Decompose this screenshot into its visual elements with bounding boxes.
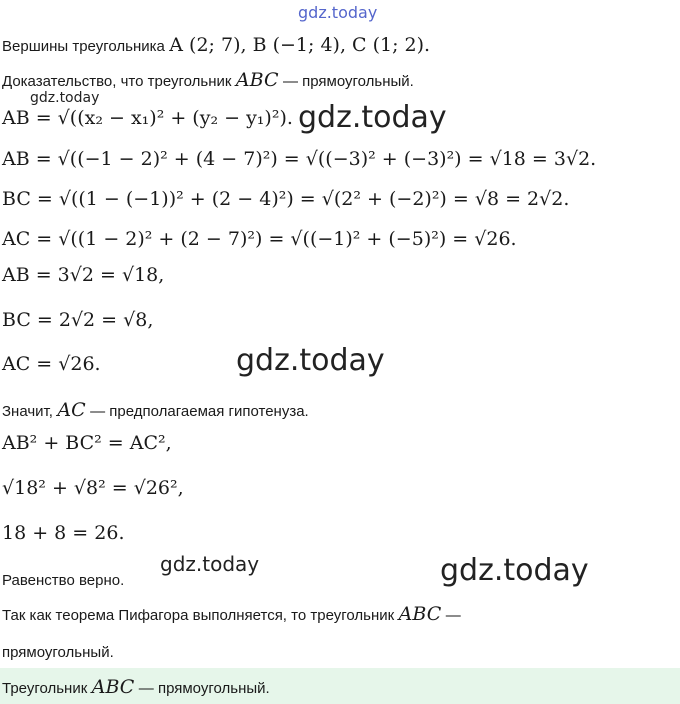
conclusion-line-2: прямоугольный. bbox=[2, 644, 114, 661]
watermark: gdz.today bbox=[160, 552, 260, 576]
pythagoras-squares: √18² + √8² = √26², bbox=[2, 477, 184, 499]
sum-line: 18 + 8 = 26. bbox=[2, 522, 125, 544]
hyp-math: AC bbox=[57, 399, 86, 421]
proof-text: Доказательство, что треугольник bbox=[2, 73, 232, 90]
watermark: gdz.today bbox=[298, 100, 447, 135]
distance-formula: AB = √((x₂ − x₁)² + (y₂ − y₁)²). bbox=[2, 107, 293, 129]
hypotenuse-line bbox=[2, 399, 309, 421]
ac-calculation: AC = √((1 − 2)² + (2 − 7)²) = √((−1)² + (−5)²) = √26. bbox=[2, 228, 517, 250]
watermark: gdz.today bbox=[298, 3, 378, 22]
ab-value: AB = 3√2 = √18, bbox=[2, 264, 165, 286]
ab-calculation: AB = √((−1 − 2)² + (4 − 7)²) = √((−3)² + (−3)²) = √18 = 3√2. bbox=[2, 148, 597, 170]
answer-math: ABC bbox=[91, 676, 135, 698]
concl-math: ABC bbox=[398, 603, 442, 625]
ac-value: AC = √26. bbox=[2, 353, 101, 375]
bc-calculation: BC = √((1 − (−1))² + (2 − 4)²) = √(2² + (−2)²) = √8 = 2√2. bbox=[2, 188, 570, 210]
hyp-tail: — предполагаемая гипотенуза. bbox=[90, 403, 309, 420]
proof-line bbox=[2, 69, 414, 91]
conclusion-line-1 bbox=[2, 603, 461, 625]
equality-text: Равенство верно. bbox=[2, 572, 125, 589]
proof-math: ABC bbox=[235, 69, 279, 91]
vertices-text: Вершины треугольника bbox=[2, 38, 165, 55]
vertices-line bbox=[2, 34, 430, 56]
concl-tail: — bbox=[445, 607, 461, 624]
pythagoras-equation: AB² + BC² = AC², bbox=[2, 432, 172, 454]
watermark: gdz.today bbox=[30, 90, 100, 106]
watermark: gdz.today bbox=[236, 343, 385, 378]
answer-line bbox=[2, 676, 270, 698]
concl-text: Так как теорема Пифагора выполняется, то треугольник bbox=[2, 607, 395, 624]
proof-tail: — прямоугольный. bbox=[282, 73, 414, 90]
bc-value: BC = 2√2 = √8, bbox=[2, 309, 154, 331]
answer-tail: — прямоугольный. bbox=[138, 680, 270, 697]
answer-text: Треугольник bbox=[2, 680, 88, 697]
watermark: gdz.today bbox=[440, 553, 589, 588]
hyp-text: Значит, bbox=[2, 403, 53, 420]
vertices-math: A (2; 7), B (−1; 4), C (1; 2). bbox=[169, 34, 431, 56]
